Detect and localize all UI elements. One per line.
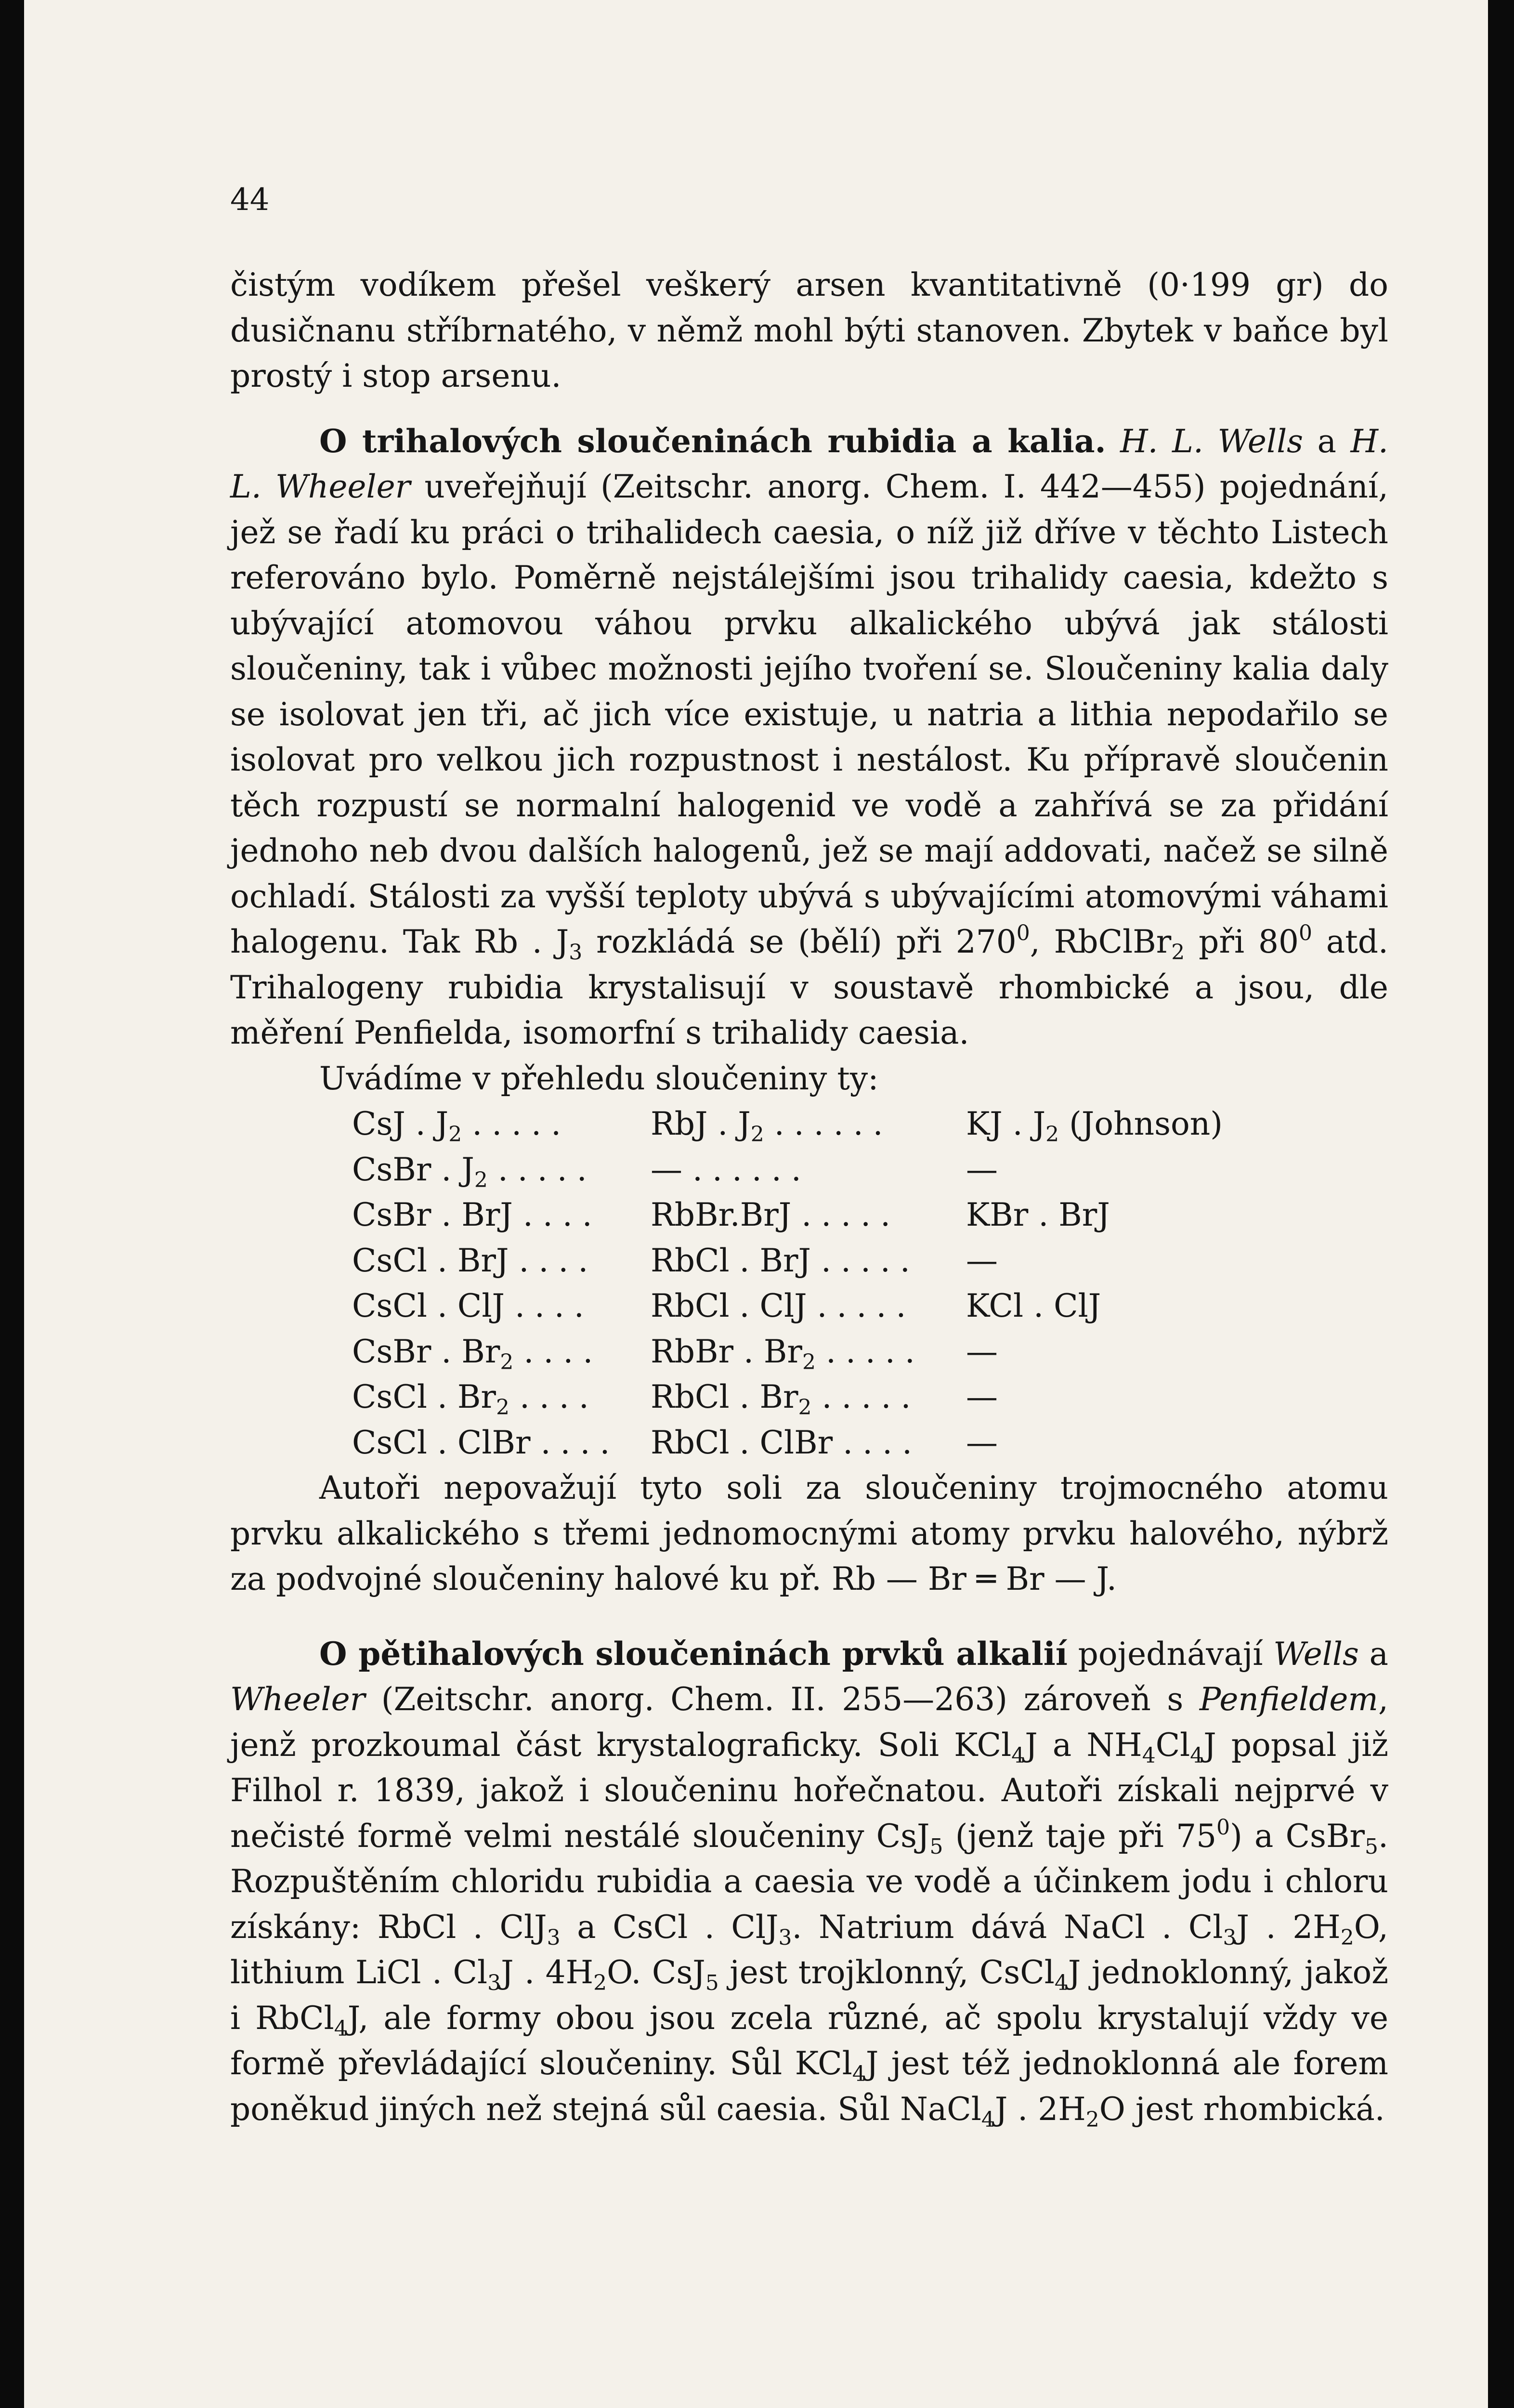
page-content	[230, 262, 1388, 2132]
paragraph-continuation: čistým vodíkem přešel veškerý arsen kvantitativně (0·199 gr) do dusičnanu stříbrnatého, v němž mohl býti stanoven. Zbytek v baňce byl prostý i stop arsenu.	[230, 266, 1388, 394]
section-pentahalides: O pětihalových sloučeninách prvků alkalií pojednávají Wells a Wheeler (Zeitschr. anorg. Chem. II. 255—263) zároveň s Penfieldem, jenž prozkoumal část krystalograficky. Soli KCl$_4$J a $NH_4Cl_4J$ popsal již Filhol r. 1839, jakož i sloučeninu hořečnatou. Autoři získali nejprvé v nečisté formě velmi nestálé sloučeniny CsJ$_5$ (jenž taje při $75^0$) a CsBr$_5$. Rozpuštěním chloridu rubidia a caesia ve vodě a účinkem jodu i chloru získány: RbCl . ClJ$_3$ a CsCl . ClJ$_3$. Natrium dává NaCl . $Cl_3J$ . $2H_2O$, lithium LiCl . $Cl_3J$ . $4H_2O$. CsJ$_5$ jest trojklonný, CsCl$_4$J jednoklonný, jakož i RbCl$_4$J, ale formy obou jsou zcela různé, ač spolu krystalují vždy ve formě převládající sloučeniny. Sůl KCl$_4$J jest též jednoklonná ale forem poněkud jiných než stejná sůl caesia. Sůl NaCl$_4$J . $2H_2O$ jest rhombická.	[230, 1635, 1389, 2132]
author-name: H. L. Wheeler	[230, 422, 1388, 505]
author-name: Wells	[1273, 1635, 1359, 1673]
author-name: Penfieldem	[1199, 1681, 1379, 1718]
overview-intro: Uvádíme v přehledu sloučeniny ty:	[319, 1060, 879, 1097]
section-trihalides: O trihalových sloučeninách rubidia a kalia. H. L. Wells a H. L. Wheeler uveřejňují (Zeitschr. anorg. Chem. I. 442—455) pojednání, jež se řadí ku práci o trihalidech caesia, o níž již dříve v těchto Listech referováno bylo. Poměrně nejstálejšími jsou trihalidy caesia, kdežto s ubývající atomovou váhou prvku alkalického ubývá jak stálosti sloučeniny, tak i vůbec možnosti jejího tvoření se. Sloučeniny kalia daly se isolovat jen tři, ač jich více existuje, u natria a lithia nepodařilo se isolovat pro velkou jich rozpustnost i nestálost. Ku přípravě sloučenin těch rozpustí se normalní halogenid ve vodě a zahřívá se za přidání jednoho neb dvou dalších halogenů, jež se mají addovati, načež se silně ochladí. Stálosti za vyšší teploty ubývá s ubývajícími atomovými váhami halogenu. Tak Rb . $J_3$ rozkládá se (bělí) při $270^0$, RbClBr$_2$ při $80^0$ atd. Trihalogeny rubidia krystalisují v soustavě rhombické a jsou, dle měření Penfielda, isomorfní s trihalidy caesia.	[230, 422, 1388, 1051]
table-row: CsJ . $J_2$ ..... RbJ . $J_2$ ...... KJ . $J_2$ (Johnson)	[352, 1105, 1223, 1147]
overview-conclusion: Autoři nepovažují tyto soli za sloučeniny trojmocného atomu prvku alkalického s třemi jednomocnými atomy prvku halového, nýbrž za podvojné sloučeniny halové ku př. Rb — Br ═ Br — J.	[230, 1469, 1388, 1597]
author-name: H. L. Wells	[1120, 422, 1304, 460]
section-title: O pětihalových sloučeninách prvků alkalií	[319, 1635, 1068, 1673]
page-number: 44	[230, 182, 270, 218]
compounds-table	[352, 1101, 1255, 1466]
table-row: CsCl . ClJ .... RbCl . ClJ ..... KCl . ClJ	[352, 1287, 1101, 1324]
table-row: CsBr . BrJ .... RbBr.BrJ ..... KBr . BrJ	[352, 1196, 1110, 1233]
table-row: CsCl . $Br_2$ .... RbCl . $Br_2$ ..... —	[352, 1378, 998, 1420]
table-row: CsCl . BrJ .... RbCl . BrJ ..... —	[352, 1242, 998, 1279]
table-row: CsBr . $J_2$ ..... — ...... —	[352, 1151, 998, 1192]
author-name: Wheeler	[230, 1681, 365, 1718]
book-page	[24, 0, 1488, 2408]
table-row: CsBr . $Br_2$ .... RbBr . $Br_2$ ..... —	[352, 1333, 998, 1374]
table-row: CsCl . ClBr .... RbCl . ClBr .... —	[352, 1424, 998, 1461]
section-title: O trihalových sloučeninách rubidia a kalia.	[319, 422, 1106, 460]
